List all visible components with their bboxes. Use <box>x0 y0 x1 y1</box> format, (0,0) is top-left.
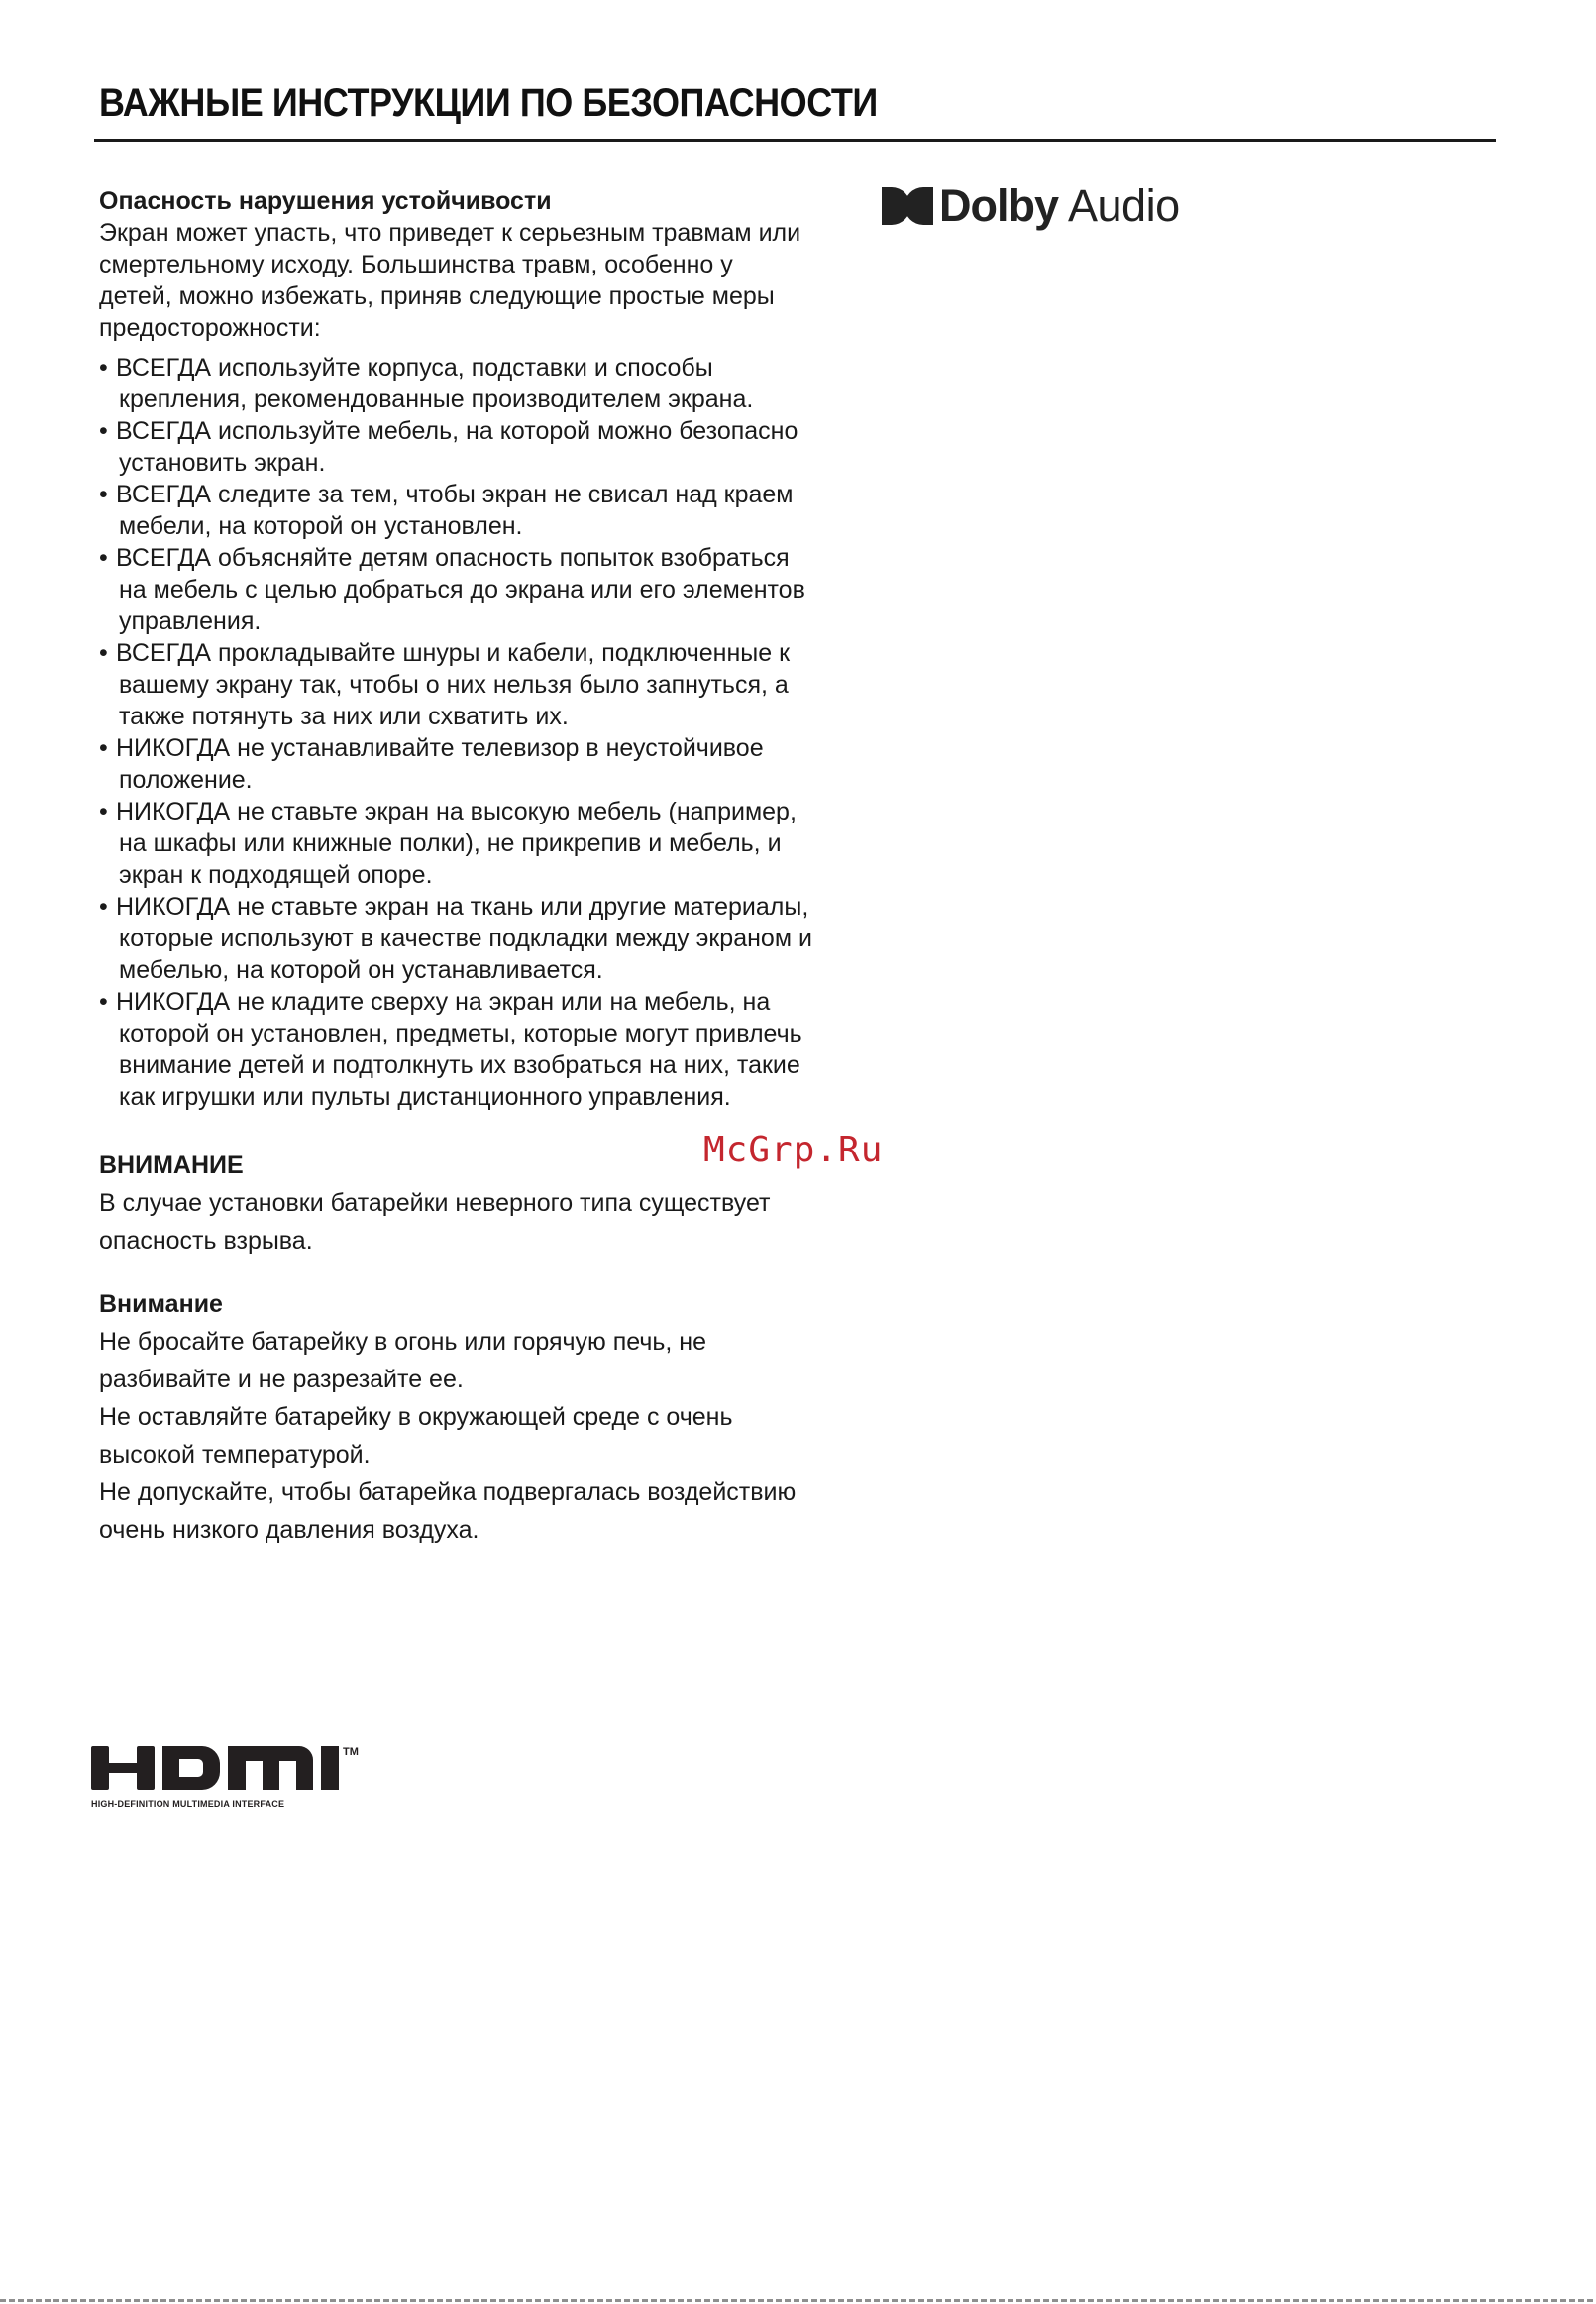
caution-line: Не допускайте, чтобы батарейка подвергалась воздействию очень низкого давления воздуха. <box>99 1479 797 1544</box>
list-item <box>99 891 812 986</box>
main-column <box>99 185 812 1549</box>
dolby-double-d-icon <box>882 187 933 225</box>
list-item-text: • ВСЕГДА используйте корпуса, подставки и способы крепления, рекомендованные производителем экрана. <box>116 354 754 413</box>
list-item <box>99 479 812 542</box>
list-item-text: • НИКОГДА не устанавливайте телевизор в неустойчивое положение. <box>116 734 764 794</box>
caution-line: Не бросайте батарейку в огонь или горячую печь, не разбивайте и не разрезайте ее. <box>99 1328 706 1393</box>
list-item-text: • ВСЕГДА прокладывайте шнуры и кабели, подключенные к вашему экрану так, чтобы о них нельзя было запнуться, а также потянуть за них или схватить их. <box>116 639 791 730</box>
title-divider <box>94 139 1496 142</box>
stability-list <box>99 352 812 1113</box>
page-title: ВАЖНЫЕ ИНСТРУКЦИИ ПО БЕЗОПАСНОСТИ <box>99 81 878 125</box>
list-item <box>99 352 812 415</box>
page-bottom-edge <box>0 2299 1596 2302</box>
list-item-text: • ВСЕГДА используйте мебель, на которой можно безопасно установить экран. <box>116 417 798 477</box>
list-item <box>99 986 812 1113</box>
list-item-text: • НИКОГДА не ставьте экран на высокую мебель (например, на шкафы или книжные полки), не прикрепив и мебель, и экран к подходящей опоре. <box>116 798 797 889</box>
list-item-text: • НИКОГДА не ставьте экран на ткань или другие материалы, которые используют в качестве подкладки между экраном и мебелью, на которой он устанавливается. <box>116 893 812 984</box>
dolby-product-text: Audio <box>1068 180 1180 231</box>
hdmi-trademark: TM <box>343 1746 359 1758</box>
dolby-audio-logo <box>882 181 1180 231</box>
list-item <box>99 542 812 637</box>
dolby-brand-text: Dolby <box>939 180 1059 231</box>
list-item-text: • ВСЕГДА следите за тем, чтобы экран не свисал над краем мебели, на которой он установлен. <box>116 481 794 540</box>
list-item <box>99 415 812 479</box>
list-item <box>99 796 812 891</box>
list-item <box>99 637 812 732</box>
stability-section <box>99 185 812 1113</box>
list-item-text: • ВСЕГДА объясняйте детям опасность попыток взобраться на мебель с целью добраться до экрана или его элементов управления. <box>116 544 805 635</box>
caution-line: Не оставляйте батарейку в окружающей среде с очень высокой температурой. <box>99 1403 733 1469</box>
hdmi-logo <box>91 1744 369 1815</box>
hdmi-tagline: HIGH-DEFINITION MULTIMEDIA INTERFACE <box>91 1799 285 1809</box>
warning-heading: ВНИМАНИЕ <box>99 1152 244 1179</box>
watermark: McGrp.Ru <box>703 1130 884 1170</box>
caution-section <box>99 1289 812 1549</box>
caution-heading: Внимание <box>99 1290 223 1318</box>
stability-intro: Экран может упасть, что приведет к серьезным травмам или смертельному исходу. Большинства травм, особенно у детей, можно избежать, приняв следующие простые меры предосторожности: <box>99 219 801 342</box>
list-item <box>99 732 812 796</box>
warning-text: В случае установки батарейки неверного типа существует опасность взрыва. <box>99 1189 771 1255</box>
stability-heading: Опасность нарушения устойчивости <box>99 187 552 215</box>
list-item-text: • НИКОГДА не кладите сверху на экран или на мебель, на которой он установлен, предметы, которые могут привлечь внимание детей и подтолкнуть их взобраться на них, такие как игрушки или пульты дистанционного управления. <box>116 988 802 1111</box>
